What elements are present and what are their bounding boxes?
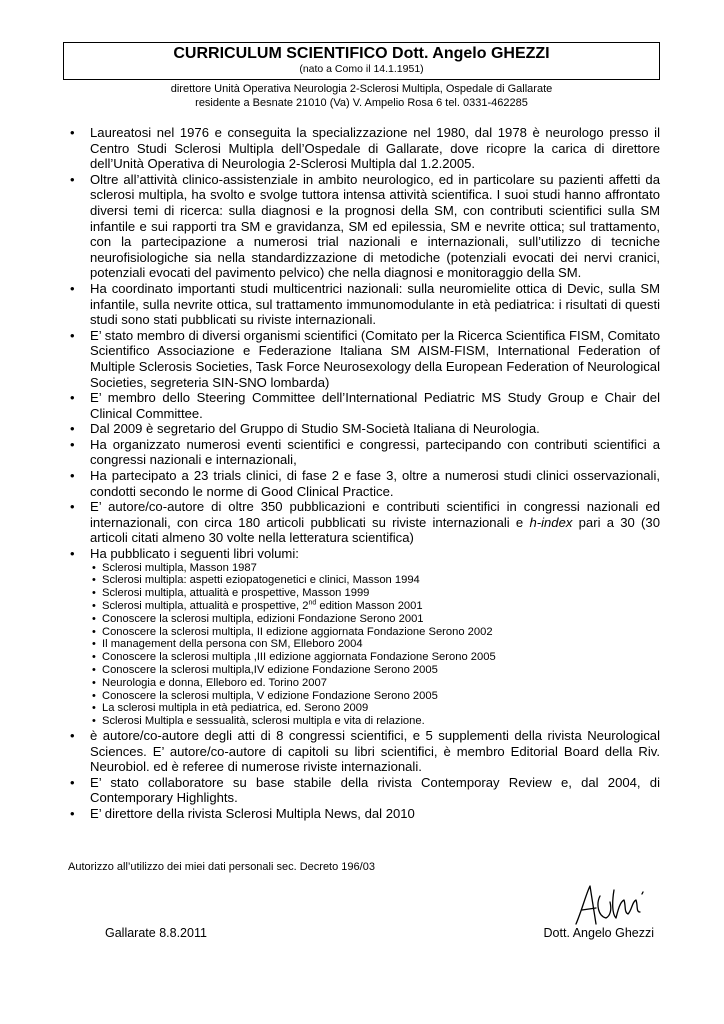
book-item: • Conoscere la sclerosi multipla, V edizione Fondazione Serono 2005 xyxy=(90,690,660,703)
cv-list xyxy=(70,125,660,822)
signer-name: Dott. Angelo Ghezzi xyxy=(543,926,654,940)
book-text-end: edition Masson 2001 xyxy=(316,600,423,613)
list-item: • Ha organizzato numerosi eventi scientifici e congressi, partecipando con contributi scientifici a congressi nazionali e internazionali, xyxy=(70,437,660,468)
book-item: • Sclerosi multipla, Masson 1987 xyxy=(90,562,660,575)
birth-info: (nato a Como il 14.1.1951) xyxy=(299,63,424,75)
book-item: • Conoscere la sclerosi multipla ,III edizione aggiornata Fondazione Serono 2005 xyxy=(90,651,660,664)
list-item: • E’ stato collaboratore su base stabile della rivista Contemporay Review e, dal 2004, di Contemporary Highlights. xyxy=(70,775,660,806)
place-date: Gallarate 8.8.2011 xyxy=(105,926,207,940)
list-item: • Laureatosi nel 1976 e conseguita la specializzazione nel 1980, dal 1978 è neurologo presso il Centro Studi Sclerosi Multipla dell’Ospedale di Gallarate, dove ricopre la carica di direttore dell’Unità Operativa di Neurologia 2-Sclerosi Multipla dal 1.2.2005. xyxy=(70,125,660,172)
position-line: direttore Unità Operativa Neurologia 2-Sclerosi Multipla, Ospedale di Gallarate xyxy=(170,83,553,95)
list-item: • è autore/co-autore degli atti di 8 congressi scientifici, e 5 supplementi della rivista Neurological Sciences. E’ autore/co-autore di capitoli su libri scientifici, è membro Editorial Board della Riv. Neurobiol. ed è referee di numerose riviste internazionali. xyxy=(70,728,660,775)
list-item: • E’ membro dello Steering Committee dell’International Pediatric MS Study Group e Chair del Clinical Committee. xyxy=(70,390,660,421)
books-intro: Ha pubblicato i seguenti libri volumi: xyxy=(90,546,299,562)
list-item: • Oltre all’attività clinico-assistenziale in ambito neurologico, ed in particolare su pazienti affetti da sclerosi multipla, ha svolto e svolge tuttora intensa attività scientifica. I suoi studi hanno affrontato diversi temi di ricerca: sulla diagnosi e la prognosi della SM, con contributi scientifici sulla SM infantile e sui rapporti tra SM e gravidanza, SM ed epilessia, SM e nevrite ottica; sul trattamento, con la partecipazione a numerosi trial nazionali e internazionali, sull’utilizzo di tecniche neurofisiologiche sia nella standardizzazione di metodiche (potenziali evocati dei nervi cranici, potenziali evocati del pavimento pelvico) che nella diagnosi e monitoraggio della SM. xyxy=(70,172,660,281)
book-item: • Neurologia e donna, Elleboro ed. Torino 2007 xyxy=(90,677,660,690)
list-item: • Dal 2009 è segretario del Gruppo di Studio SM-Società Italiana di Neurologia. xyxy=(70,421,660,437)
book-item: • La sclerosi multipla in età pediatrica, ed. Serono 2009 xyxy=(90,702,660,715)
title-box xyxy=(63,42,660,80)
list-item: • Ha partecipato a 23 trials clinici, di fase 2 e fase 3, oltre a numerosi studi clinici osservazionali, condotti secondo le norme di Good Clinical Practice. xyxy=(70,468,660,499)
privacy-consent: Autorizzo all’utilizzo dei miei dati personali sec. Decreto 196/03 xyxy=(68,861,375,873)
list-item: • Ha coordinato importanti studi multicentrici nazionali: sulla neuromielite ottica di Devic, sulla SM infantile, sulla nevrite ottica, sul trattamento immunomodulante in età pediatrica: i risultati di questi studi sono stati pubblicati su riviste internazionali. xyxy=(70,281,660,328)
book-item: • Sclerosi multipla: aspetti eziopatogenetici e clinici, Masson 1994 xyxy=(90,574,660,587)
book-item xyxy=(90,600,660,613)
book-item: • Sclerosi Multipla e sessualità, sclerosi multipla e vita di relazione. xyxy=(90,715,660,728)
list-item-books xyxy=(70,546,660,728)
books-list xyxy=(90,562,660,728)
signature-image xyxy=(570,880,650,930)
book-item: • Conoscere la sclerosi multipla, edizioni Fondazione Serono 2001 xyxy=(90,613,660,626)
list-item: • E’ direttore della rivista Sclerosi Multipla News, dal 2010 xyxy=(70,806,660,822)
header-info xyxy=(63,82,660,110)
book-item: • Conoscere la sclerosi multipla,IV edizione Fondazione Serono 2005 xyxy=(90,664,660,677)
book-superscript: nd xyxy=(308,599,317,607)
book-item: • Sclerosi multipla, attualità e prospettive, Masson 1999 xyxy=(90,587,660,600)
book-item: • Il management della persona con SM, Elleboro 2004 xyxy=(90,638,660,651)
list-item-publications xyxy=(70,499,660,546)
list-item: • E’ stato membro di diversi organismi scientifici (Comitato per la Ricerca Scientifica FISM, Comitato Scientifico Associazione e Federazione Italiana SM AISM-FISM, International Federation of Multiple Sclerosis Societies, Task Force Neurosexology della European Federation of Neurological Societies, segreteria SIN-SNO lombarda) xyxy=(70,328,660,390)
book-text: Sclerosi multipla, attualità e prospettive, 2 xyxy=(102,600,309,613)
pubs-text-end: pari a 30 (30 articoli citati almeno 30 volte nella letteratura scientifica) xyxy=(90,514,660,546)
pubs-text: E’ autore/co-autore di oltre 350 pubblicazioni e contributi scientifici in congressi nazionali ed internazionali, con circa 180 articoli pubblicati su riviste internazionali e xyxy=(90,499,660,530)
address-line: residente a Besnate 21010 (Va) V. Ampelio Rosa 6 tel. 0331-462285 xyxy=(195,97,528,109)
book-item: • Conoscere la sclerosi multipla, II edizione aggiornata Fondazione Serono 2002 xyxy=(90,626,660,639)
cv-title: CURRICULUM SCIENTIFICO Dott. Angelo GHEZZI xyxy=(173,45,550,62)
hindex-term: h-index xyxy=(529,514,573,530)
